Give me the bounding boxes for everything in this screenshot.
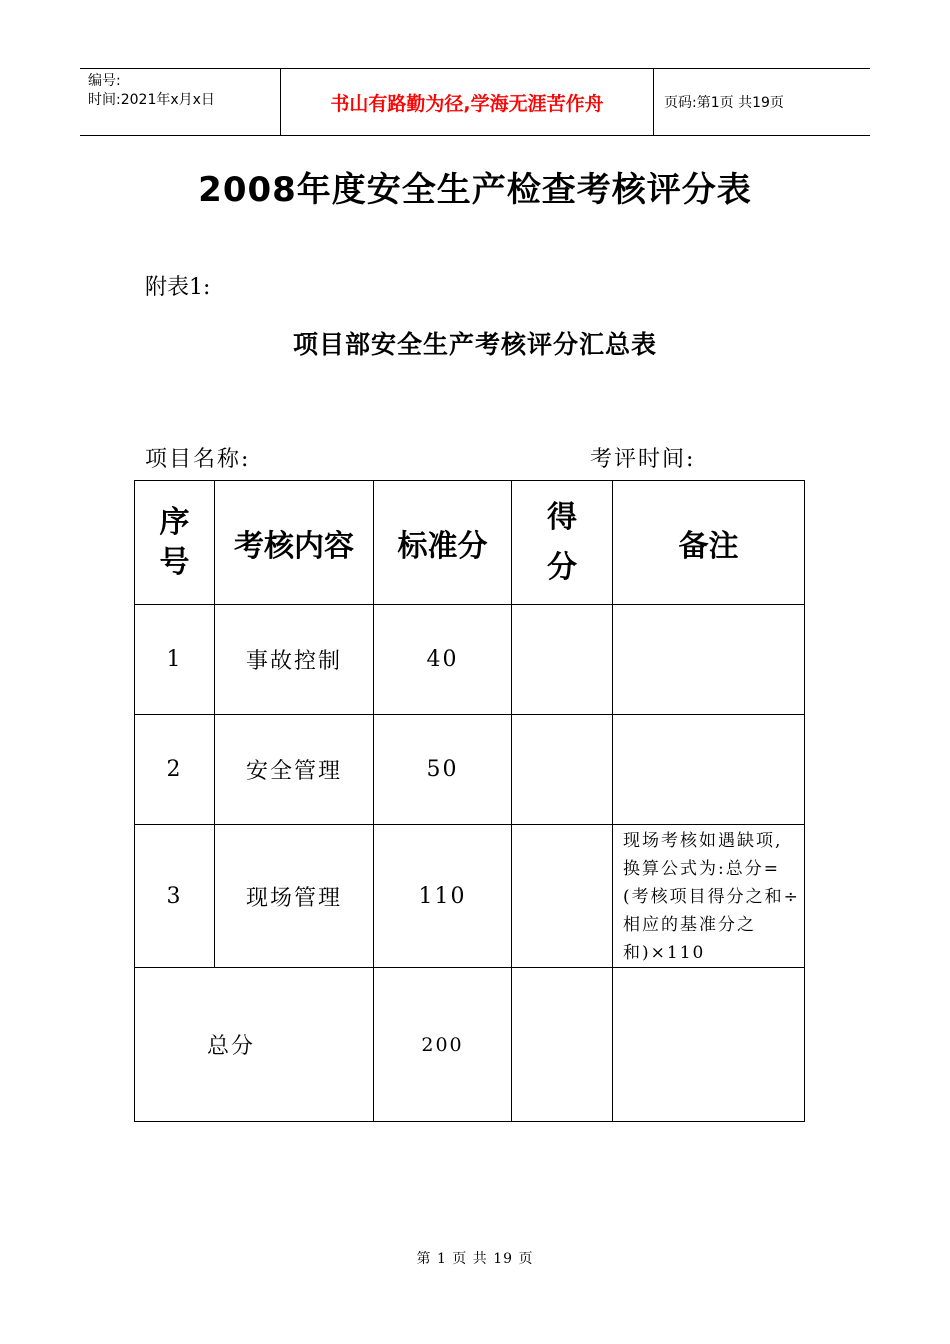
header-seq: 序号: [135, 481, 215, 605]
row-score[interactable]: [512, 605, 613, 715]
sub-title: 项目部安全生产考核评分汇总表: [292, 330, 657, 359]
main-title: 2008年度安全生产检查考核评分表: [198, 170, 752, 210]
row-seq: 2: [135, 715, 215, 825]
header-motto: 书山有路勤为径,学海无涯苦作舟: [280, 69, 654, 135]
table-row: [135, 715, 805, 825]
row-remark: 现场考核如遇缺项,换算公式为:总分=(考核项目得分之和÷相应的基准分之和)×110: [613, 825, 805, 968]
header-score: 得分: [512, 481, 613, 605]
row-seq: 3: [135, 825, 215, 968]
header-standard: 标准分: [374, 481, 512, 605]
page-footer: 第 1 页 共 19 页: [416, 1251, 534, 1267]
eval-time-label: 考评时间:: [590, 447, 696, 472]
row-content: 安全管理: [215, 715, 374, 825]
row-score[interactable]: [512, 825, 613, 968]
total-remark[interactable]: [613, 968, 805, 1122]
number-label: 编号:: [88, 73, 121, 89]
score-table: [134, 480, 805, 1122]
header-meta: [80, 69, 280, 135]
total-label: 总分: [135, 968, 374, 1122]
header-page-info: 页码:第1页 共19页: [664, 95, 784, 111]
project-name-label: 项目名称:: [145, 447, 251, 472]
total-standard: 200: [374, 968, 512, 1122]
header-remark: 备注: [613, 481, 805, 605]
page-header: [80, 68, 870, 136]
header-content: 考核内容: [215, 481, 374, 605]
row-remark[interactable]: [613, 715, 805, 825]
row-seq: 1: [135, 605, 215, 715]
row-remark[interactable]: [613, 605, 805, 715]
row-standard: 40: [374, 605, 512, 715]
table-row: [135, 825, 805, 968]
time-label: 时间:2021年x月x日: [88, 92, 215, 108]
row-standard: 50: [374, 715, 512, 825]
attachment-label: 附表1:: [145, 275, 211, 300]
table-row: [135, 605, 805, 715]
row-standard: 110: [374, 825, 512, 968]
row-content: 事故控制: [215, 605, 374, 715]
total-score[interactable]: [512, 968, 613, 1122]
total-row: [135, 968, 805, 1122]
table-header-row: [135, 481, 805, 605]
row-score[interactable]: [512, 715, 613, 825]
row-content: 现场管理: [215, 825, 374, 968]
